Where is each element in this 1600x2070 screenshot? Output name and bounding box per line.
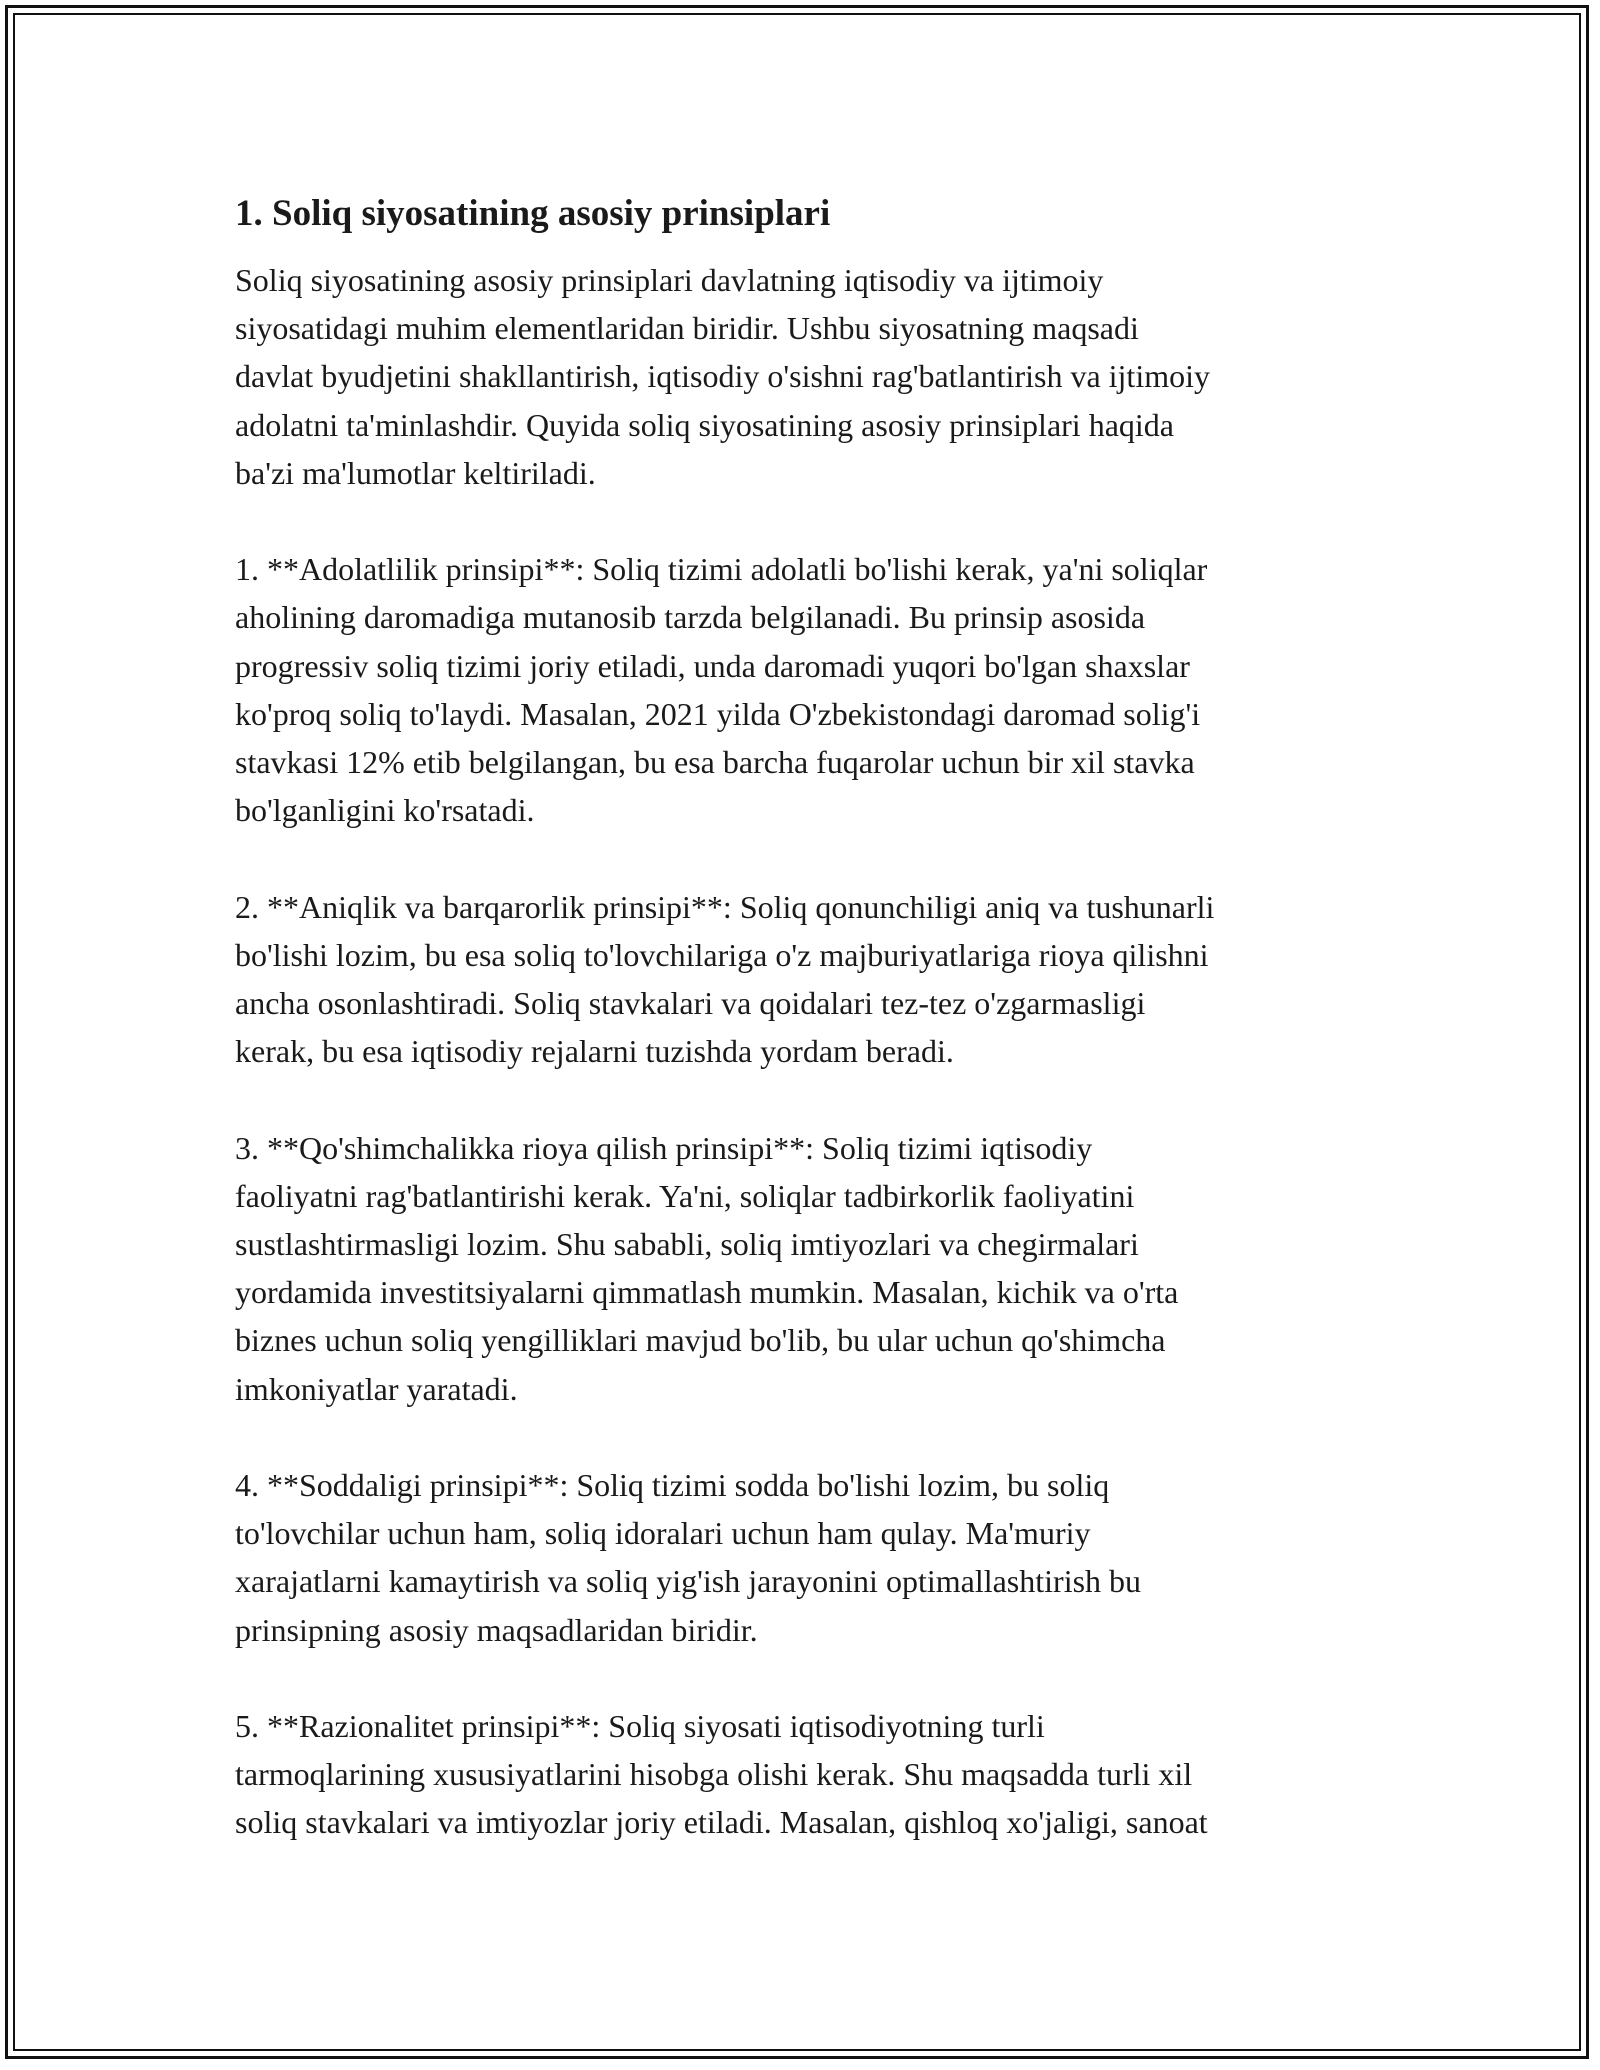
text-line: 5. **Razionalitet prinsipi**: Soliq siyosati iqtisodiyotning turli (235, 1708, 1045, 1745)
paragraph-2 (235, 545, 1375, 834)
paragraph-6 (235, 1702, 1375, 1847)
text-line: 4. **Soddaligi prinsipi**: Soliq tizimi sodda bo'lishi lozim, bu soliq (235, 1467, 1110, 1504)
text-line: progressiv soliq tizimi joriy etiladi, unda daromadi yuqori bo'lgan shaxslar (235, 647, 1190, 684)
text-line: to'lovchilar uchun ham, soliq idoralari uchun ham qulay. Ma'muriy (235, 1515, 1091, 1552)
text-line: ba'zi ma'lumotlar keltiriladi. (235, 454, 596, 491)
text-line: 1. **Adolatlilik prinsipi**: Soliq tizimi adolatli bo'lishi kerak, ya'ni soliqlar (235, 551, 1208, 588)
text-line: davlat byudjetini shakllantirish, iqtisodiy o'sishni rag'batlantirish va ijtimoiy (235, 358, 1210, 395)
text-line: adolatni ta'minlashdir. Quyida soliq siyosatining asosiy prinsiplari haqida (235, 406, 1174, 443)
paragraph-3 (235, 883, 1375, 1076)
text-line: siyosatidagi muhim elementlaridan biridir. Ushbu siyosatning maqsadi (235, 310, 1139, 347)
text-line: 2. **Aniqlik va barqarorlik prinsipi**: Soliq qonunchiligi aniq va tushunarli (235, 888, 1215, 925)
text-line: stavkasi 12% etib belgilangan, bu esa barcha fuqarolar uchun bir xil stavka (235, 744, 1195, 781)
document-body (235, 256, 1375, 1847)
paragraph-5 (235, 1461, 1375, 1654)
text-line: aholining daromadiga mutanosib tarzda belgilanadi. Bu prinsip asosida (235, 599, 1146, 636)
text-line: 3. **Qo'shimchalikka rioya qilish prinsipi**: Soliq tizimi iqtisodiy (235, 1129, 1093, 1166)
paragraph-4 (235, 1124, 1375, 1413)
text-line: ko'proq soliq to'laydi. Masalan, 2021 yilda O'zbekistondagi daromad solig'i (235, 695, 1201, 732)
text-line: bo'lishi lozim, bu esa soliq to'lovchilariga o'z majburiyatlariga rioya qilishni (235, 936, 1209, 973)
text-line: biznes uchun soliq yengilliklari mavjud bo'lib, bu ular uchun qo'shimcha (235, 1322, 1166, 1359)
document-page (235, 188, 1375, 1895)
text-line: faoliyatni rag'batlantirishi kerak. Ya'ni, soliqlar tadbirkorlik faoliyatini (235, 1177, 1135, 1214)
text-line: yordamida investitsiyalarni qimmatlash mumkin. Masalan, kichik va o'rta (235, 1274, 1179, 1311)
paragraph-1 (235, 256, 1375, 497)
document-title: 1. Soliq siyosatining asosiy prinsiplari (235, 193, 831, 234)
text-line: sustlashtirmasligi lozim. Shu sababli, soliq imtiyozlari va chegirmalari (235, 1226, 1139, 1263)
text-line: prinsipning asosiy maqsadlaridan biridir. (235, 1611, 758, 1648)
text-line: ancha osonlashtiradi. Soliq stavkalari va qoidalari tez-tez o'zgarmasligi (235, 985, 1146, 1022)
text-line: xarajatlarni kamaytirish va soliq yig'ish jarayonini optimallashtirish bu (235, 1563, 1142, 1600)
text-line: imkoniyatlar yaratadi. (235, 1370, 518, 1407)
text-line: soliq stavkalari va imtiyozlar joriy etiladi. Masalan, qishloq xo'jaligi, sanoat (235, 1804, 1208, 1841)
text-line: tarmoqlarining xususiyatlarini hisobga olishi kerak. Shu maqsadda turli xil (235, 1756, 1193, 1793)
text-line: kerak, bu esa iqtisodiy rejalarni tuzishda yordam beradi. (235, 1033, 954, 1070)
text-line: Soliq siyosatining asosiy prinsiplari davlatning iqtisodiy va ijtimoiy (235, 262, 1104, 298)
text-line: bo'lganligini ko'rsatadi. (235, 792, 535, 829)
